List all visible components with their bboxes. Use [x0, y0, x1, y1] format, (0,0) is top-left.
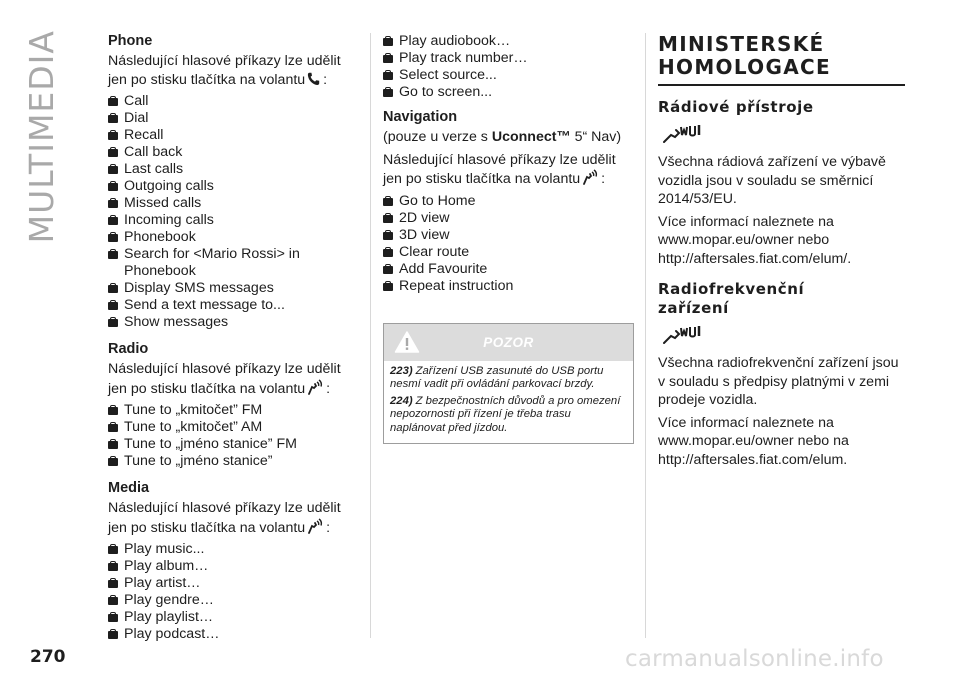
page-number: 270: [30, 647, 66, 667]
hand-write-icon: [661, 123, 705, 145]
media-section: [108, 480, 358, 643]
briefcase-bullet-icon: [383, 196, 393, 206]
command-item: Play playlist…: [108, 609, 358, 626]
command-item: Display SMS messages: [108, 280, 358, 297]
briefcase-bullet-icon: [383, 70, 393, 80]
command-item: 2D view: [383, 210, 633, 227]
warning-note: 224) Z bezpečnostních důvodů a pro omezení nepozornosti při řízení je třeba trasu naplánovat před jízdou.: [390, 394, 621, 434]
command-item: Last calls: [108, 161, 358, 178]
command-item: Play artist…: [108, 575, 358, 592]
navigation-command-list: [383, 193, 633, 295]
briefcase-bullet-icon: [108, 96, 118, 106]
briefcase-bullet-icon: [108, 215, 118, 225]
command-item: Tune to „jméno stanice”: [108, 453, 358, 470]
radio-heading: Radio: [108, 341, 149, 357]
command-item: Missed calls: [108, 195, 358, 212]
phone-section: [108, 33, 358, 331]
warning-title: POZOR: [483, 334, 534, 350]
briefcase-bullet-icon: [108, 629, 118, 639]
briefcase-bullet-icon: [383, 247, 393, 257]
rf-devices-heading: Radiofrekvenční zařízení: [658, 280, 805, 317]
radio-devices-heading: Rádiové přístroje: [658, 98, 814, 116]
column-middle: [383, 33, 633, 444]
phone-command-list: [108, 93, 358, 331]
briefcase-bullet-icon: [383, 53, 393, 63]
briefcase-bullet-icon: [108, 130, 118, 140]
heading-rule: [658, 84, 905, 86]
radio-command-list: [108, 402, 358, 470]
command-item: Clear route: [383, 244, 633, 261]
media-heading: Media: [108, 480, 150, 496]
command-item: Tune to „kmitočet” FM: [108, 402, 358, 419]
command-item: Go to Home: [383, 193, 633, 210]
hand-write-icon: [661, 324, 705, 346]
homologation-heading: MINISTERSKÉ HOMOLOGACE: [658, 32, 831, 79]
command-item: Play audiobook…: [383, 33, 633, 50]
navigation-version-note: (pouze u verze s Uconnect™ 5“ Nav): [383, 129, 622, 145]
command-item: Recall: [108, 127, 358, 144]
command-item: Go to screen...: [383, 84, 633, 101]
command-item: Show messages: [108, 314, 358, 331]
briefcase-bullet-icon: [108, 164, 118, 174]
briefcase-bullet-icon: [108, 249, 118, 259]
briefcase-bullet-icon: [108, 544, 118, 554]
command-item: Search for <Mario Rossi> in Phonebook: [108, 246, 358, 280]
command-item: Play album…: [108, 558, 358, 575]
column-right: [658, 33, 908, 473]
briefcase-bullet-icon: [108, 456, 118, 466]
briefcase-bullet-icon: [383, 36, 393, 46]
radio-devices-info: Více informací naleznete na www.mopar.eu/owner nebo http://aftersales.fiat.com/elum/.: [658, 213, 852, 267]
column-divider: [370, 33, 371, 638]
briefcase-bullet-icon: [108, 181, 118, 191]
command-item: Incoming calls: [108, 212, 358, 229]
media-command-list: [108, 541, 358, 643]
command-item: Play podcast…: [108, 626, 358, 643]
briefcase-bullet-icon: [383, 264, 393, 274]
rf-devices-info: Více informací naleznete na www.mopar.eu/owner nebo na http://aftersales.fiat.com/elum.: [658, 414, 849, 468]
briefcase-bullet-icon: [108, 405, 118, 415]
navigation-section: [383, 109, 633, 295]
command-item: Call back: [108, 144, 358, 161]
briefcase-bullet-icon: [108, 232, 118, 242]
briefcase-bullet-icon: [108, 561, 118, 571]
briefcase-bullet-icon: [108, 612, 118, 622]
radio-intro: Následující hlasové příkazy lze udělit jen po stisku tlačítka na volantu :: [108, 361, 341, 397]
phone-heading: Phone: [108, 33, 153, 49]
warning-note: 223) Zařízení USB zasunuté do USB portu nesmí vadit při ovládání parkovací brzdy.: [390, 364, 604, 390]
radio-section: [108, 341, 358, 470]
command-item: Play gendre…: [108, 592, 358, 609]
radio-devices-paragraph: Všechna rádiová zařízení ve výbavě vozidla jsou v souladu se směrnicí 2014/53/EU.: [658, 154, 886, 207]
briefcase-bullet-icon: [108, 113, 118, 123]
briefcase-bullet-icon: [108, 595, 118, 605]
command-item: Dial: [108, 110, 358, 127]
media-intro: Následující hlasové příkazy lze udělit jen po stisku tlačítka na volantu :: [108, 500, 341, 536]
briefcase-bullet-icon: [383, 281, 393, 291]
command-item: Phonebook: [108, 229, 358, 246]
briefcase-bullet-icon: [108, 578, 118, 588]
rf-devices-paragraph: Všechna radiofrekvenční zařízení jsou v souladu s předpisy platnými v zemi prodeje vozidla.: [658, 355, 899, 408]
command-item: 3D view: [383, 227, 633, 244]
command-item: Play track number…: [383, 50, 633, 67]
site-watermark: carmanualsonline.info: [625, 646, 884, 672]
command-item: Call: [108, 93, 358, 110]
column-left: [108, 33, 358, 653]
command-item: Play music...: [108, 541, 358, 558]
phone-intro: Následující hlasové příkazy lze udělit jen po stisku tlačítka na volantu :: [108, 53, 341, 88]
command-item: Tune to „kmitočet” AM: [108, 419, 358, 436]
briefcase-bullet-icon: [108, 317, 118, 327]
briefcase-bullet-icon: [108, 283, 118, 293]
voice-command-icon: [307, 518, 323, 534]
voice-command-icon: [307, 379, 323, 395]
briefcase-bullet-icon: [108, 422, 118, 432]
briefcase-bullet-icon: [383, 87, 393, 97]
warning-body: [384, 361, 633, 444]
phone-handset-icon: [307, 72, 320, 86]
command-item: Select source...: [383, 67, 633, 84]
briefcase-bullet-icon: [108, 439, 118, 449]
media-command-list-continued: [383, 33, 633, 101]
briefcase-bullet-icon: [108, 198, 118, 208]
warning-box: [383, 323, 634, 445]
navigation-heading: Navigation: [383, 109, 458, 125]
command-item: Outgoing calls: [108, 178, 358, 195]
navigation-intro: Následující hlasové příkazy lze udělit jen po stisku tlačítka na volantu :: [383, 151, 616, 187]
briefcase-bullet-icon: [108, 147, 118, 157]
voice-command-icon: [582, 169, 598, 185]
command-item: Send a text message to...: [108, 297, 358, 314]
command-item: Tune to „jméno stanice” FM: [108, 436, 358, 453]
warning-triangle-icon: [394, 330, 420, 354]
column-divider: [645, 33, 646, 638]
warning-header: [384, 324, 633, 361]
briefcase-bullet-icon: [383, 230, 393, 240]
section-side-title: MULTIMEDIA: [22, 30, 61, 244]
command-item: Repeat instruction: [383, 278, 633, 295]
command-item: Add Favourite: [383, 261, 633, 278]
briefcase-bullet-icon: [383, 213, 393, 223]
briefcase-bullet-icon: [108, 300, 118, 310]
